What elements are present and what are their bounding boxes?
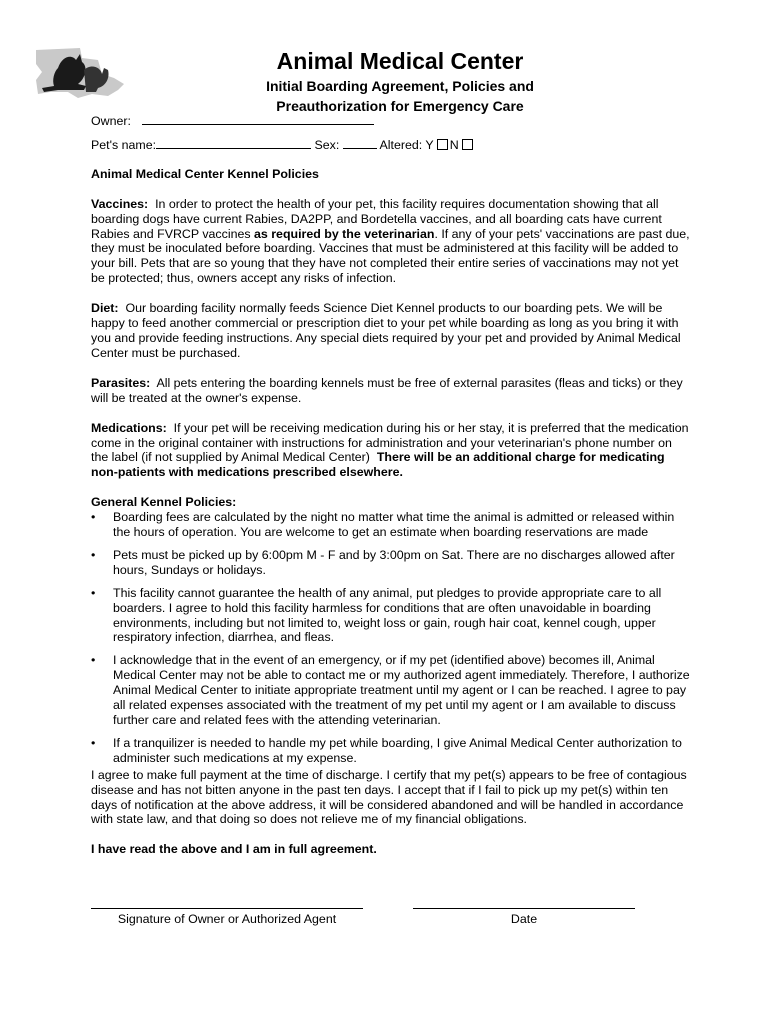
pet-name-label: Pet's name: [91,137,157,152]
altered-label: Altered: Y [379,137,434,152]
vaccines-text-1: In order to protect the health of your pet, this facility requires documentation showing that all boarding dogs have current Rabies, DA2PP, and Bordetella vaccines, and all boarding cats have current Rabies and FVRCP vaccines [91,196,662,241]
parasites-text: All pets entering the boarding kennels must be free of external parasites (fleas and ticks) or they will be treated at the owner's expense. [91,375,683,405]
parasites-heading: Parasites: [91,375,151,390]
policy-item: • Pets must be picked up by 6:00pm M - F and by 3:00pm on Sat. There are no discharges allowed after hours, Sundays or holidays. [91,548,691,578]
date-label: Date [510,912,538,926]
medications-text: If your pet will be receiving medication during his or her stay, it is preferred that the medication come in the original container with instructions for administration and your veterinarian's phone number on the label (if not supplied by Animal Medical Center) [91,420,689,465]
general-heading: General Kennel Policies: [91,495,237,510]
owner-row [91,113,691,129]
altered-no-label: N [449,137,459,152]
vaccines-heading: Vaccines: [91,196,149,211]
document-body [91,113,691,857]
page-subtitle [200,76,600,116]
owner-label: Owner: [91,114,131,128]
medications-paragraph [91,421,691,481]
parasites-paragraph [91,376,691,406]
general-policies-list [91,510,691,766]
owner-signature-block [91,908,363,926]
owner-field[interactable] [142,113,374,125]
pet-row [91,137,691,153]
policy-item: • If a tranquilizer is needed to handle my pet while boarding, I give Animal Medical Center authorization to administer such medications at my expense. [91,736,691,766]
altered-no-checkbox[interactable] [462,139,473,150]
subtitle-line-1: Initial Boarding Agreement, Policies and [266,78,534,94]
subtitle-line-2: Preauthorization for Emergency Care [276,98,524,114]
date-signature-block [413,908,635,926]
pet-name-field[interactable] [156,137,311,149]
vaccines-paragraph [91,197,691,286]
diet-heading: Diet: [91,301,119,316]
page-title: Animal Medical Center [276,48,524,74]
closing-paragraph: I agree to make full payment at the time of discharge. I certify that my pet(s) appears to be free of contagious disease and has not bitten anyone in the past ten days. I accept that if I fail to pick up my pet(s) within ten days of notification at the above address, it will be considered abandoned and will be handled in accordance with state law, and that doing so does not relieve me of my financial obligations. [91,767,687,827]
clinic-logo [28,40,128,100]
owner-signature-label: Signature of Owner or Authorized Agent [117,912,337,926]
section-title: Animal Medical Center Kennel Policies [91,166,319,181]
medications-heading: Medications: [91,420,167,435]
date-line[interactable] [413,908,635,909]
owner-signature-line[interactable] [91,908,363,909]
policy-item: • Boarding fees are calculated by the night no matter what time the animal is admitted or released within the hours of operation. You are welcome to get an estimate when boarding reservations are made [91,510,691,540]
vaccines-bold: as required by the veterinarian [254,226,435,241]
diet-paragraph [91,301,691,361]
policy-item: • This facility cannot guarantee the health of any animal, put pledges to provide appropriate care to all boarders. I agree to hold this facility harmless for conditions that are often unavoidable in boarding environments, including but not limited to, weight loss or gain, rough hair coat, kennel cough, upper respiratory infection, diarrhea, and fleas. [91,586,691,646]
vaccines-text-2: . If any of your pets' vaccinations are past due, they must be inoculated before boarding. Vaccines that must be administered at this facility will be added to your bill. Pets that are so young that they have not completed their entire series of vaccinations may not yet be protected; thus, owners accept any risks of infection. [91,226,690,286]
sex-field[interactable] [343,137,377,149]
agreement-statement: I have read the above and I am in full agreement. [91,842,377,857]
sex-label: Sex: [314,137,340,152]
altered-yes-checkbox[interactable] [437,139,448,150]
diet-text: Our boarding facility normally feeds Science Diet Kennel products to our boarding pets. We will be happy to feed another commercial or prescription diet to your pet while boarding as long as you bring it with you and provide feeding instructions. Any special diets required by your pet and provided by Animal Medical Center must be purchased. [91,301,681,360]
policy-item: • I acknowledge that in the event of an emergency, or if my pet (identified above) becomes ill, Animal Medical Center may not be able to contact me or my authorized agent immediately. Therefore, I authorize Animal Medical Center to initiate appropriate treatment until my agent or I can be reached. I agree to pay all related expenses associated with the treatment of my pet until my agent or I am available to discuss further care and related fees with the attending veterinarian. [91,653,691,728]
medications-bold: There will be an additional charge for medicating non-patients with medications prescribed elsewhere. [91,450,665,480]
